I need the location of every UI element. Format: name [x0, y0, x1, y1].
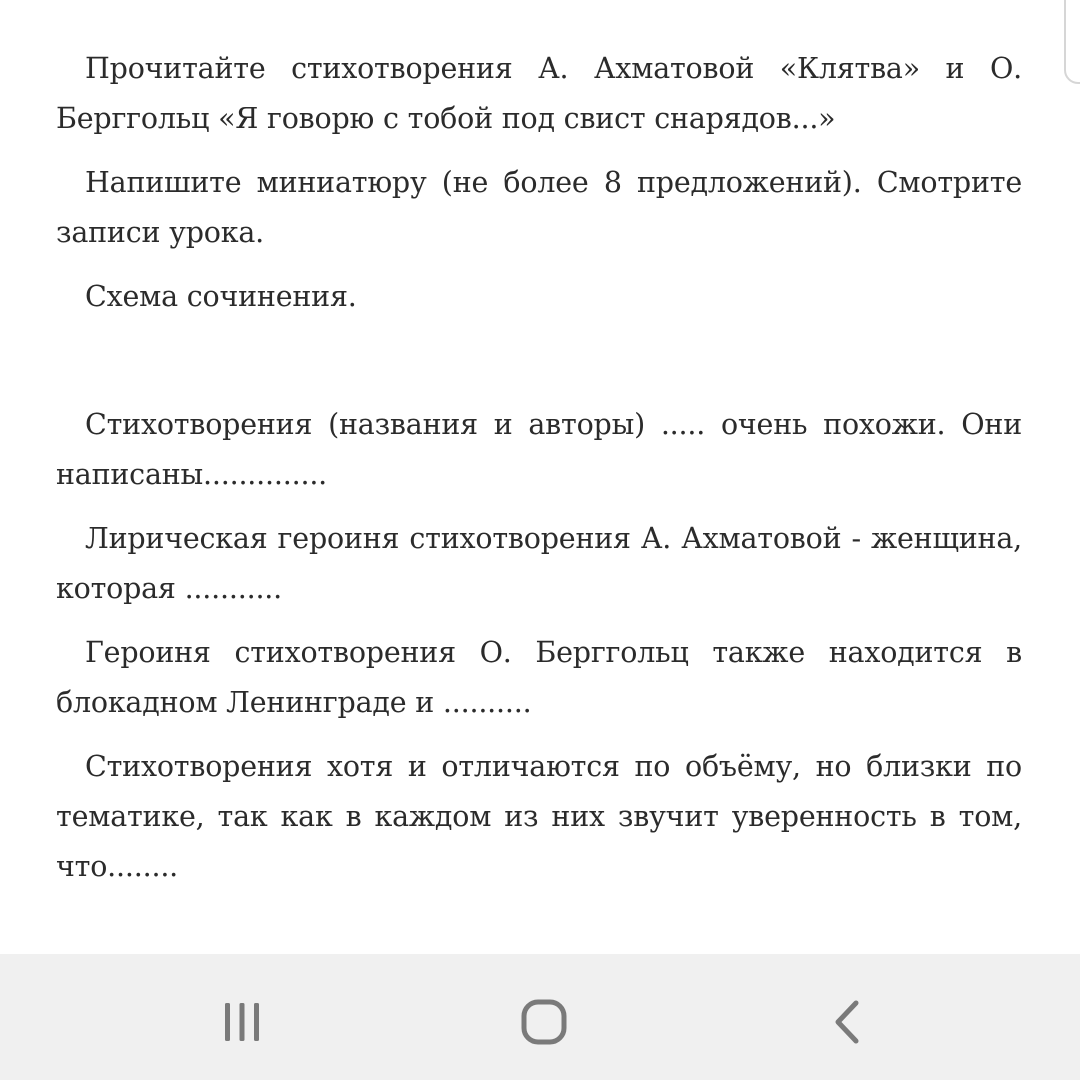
navigation-bar	[0, 954, 1080, 1080]
paragraph-spacer	[56, 336, 1022, 400]
recents-icon	[220, 1000, 264, 1044]
paragraph-instruction-read: Прочитайте стихотворения А. Ахматовой «Клятва» и О. Берггольц «Я говорю с тобой под свист снарядов...»	[56, 52, 1022, 135]
paragraph-outline-heading: Схема сочинения.	[85, 280, 357, 313]
paragraph-outline-4: Стихотворения хотя и отличаются по объёму, но близки по тематике, так как в каждом из них звучит уверенность в том, что........	[56, 750, 1022, 883]
back-icon	[832, 999, 862, 1045]
paragraph-outline-3: Героиня стихотворения О. Берггольц также находится в блокадном Ленинграде и ..........	[56, 636, 1022, 719]
paragraph-outline-2: Лирическая героиня стихотворения А. Ахматовой - женщина, которая ...........	[56, 522, 1022, 605]
home-icon	[521, 999, 567, 1045]
paragraph-instruction-write: Напишите миниатюру (не более 8 предложений). Смотрите записи урока.	[56, 166, 1022, 249]
home-button[interactable]	[499, 990, 589, 1054]
paragraph-outline-1: Стихотворения (названия и авторы) ..... очень похожи. Они написаны..............	[56, 408, 1022, 491]
recents-button[interactable]	[197, 990, 287, 1054]
scrollbar-thumb[interactable]	[1064, 0, 1080, 84]
document-body	[56, 44, 1022, 906]
back-button[interactable]	[802, 990, 892, 1054]
